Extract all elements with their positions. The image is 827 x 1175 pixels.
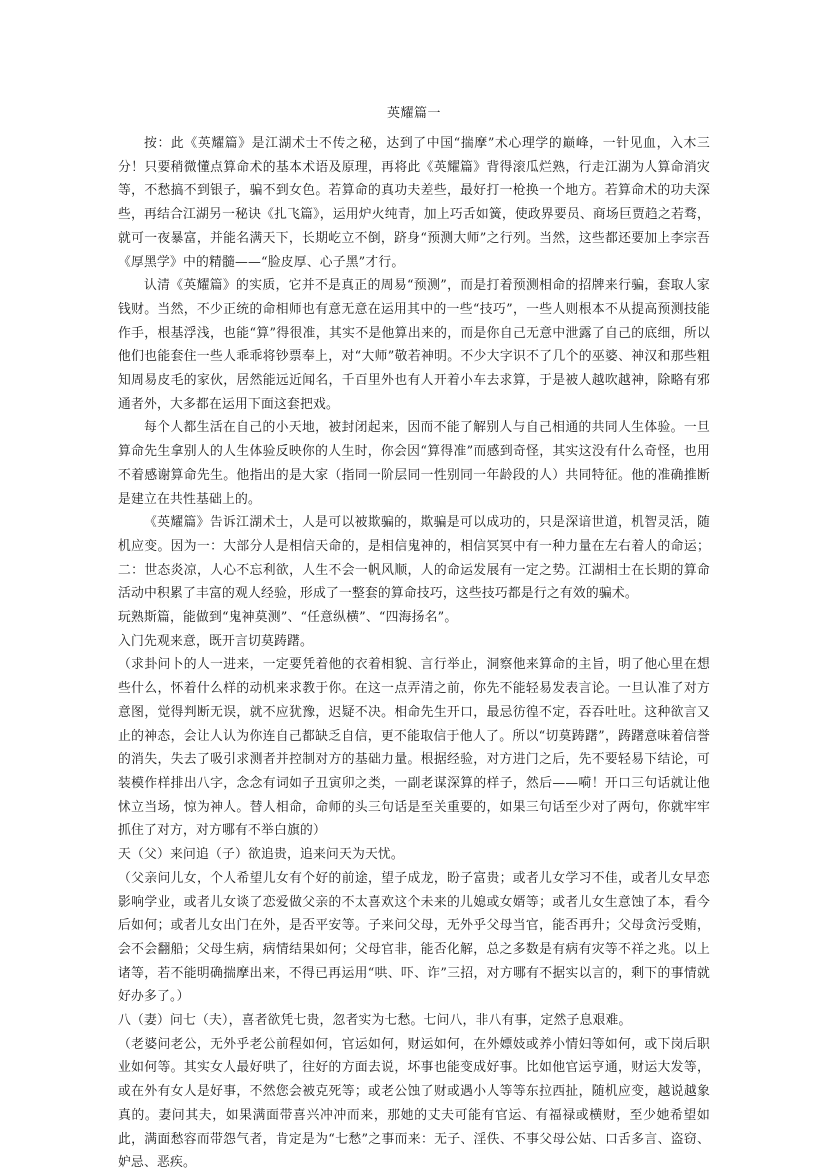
commentary-father-son: （父亲问儿女，个人希望儿女有个好的前途，望子成龙，盼子富贵；或者儿女学习不佳，或者儿女早恋影响学业，或者儿女谈了恋爱做父亲的不太喜欢这个未来的儿媳或女婿等；或者儿女生意蚀了本，看今后如何；或者儿女出门在外，是否平安等。子来问父母，无外乎父母当官，能否再升；父母贪污受贿，会不会翻船；父母生病，病情结果如何；父母官非，能否化解，总之多数是有病有灾等不祥之兆。以上诸等，若不能明确揣摩出来，不得已再运用“哄、吓、诈”三招，对方哪有不据实以言的，剩下的事情就好办多了。） [118,870,710,1005]
paragraph-shared-experience: 每个人都生活在自己的小天地，被封闭起来，因而不能了解别人与自己相通的共同人生体验。一旦算命先生拿别人的人生体验反映你的人生时，你会因“算得准”而感到奇怪，其实这没有什么奇怪，也用不着感谢算命先生。他指出的是大家（指同一阶层同一性别同一年龄段的人）共同特征。他的准确推断是建立在共性基础上的。 [118,420,710,507]
verse-enter-observe: 入门先观来意，既开言切莫踌躇。 [118,633,313,649]
verse-father-son: 天（父）来问追（子）欲追贵，追来问天为天忧。 [118,847,404,863]
verse-wife-husband: 八（妻）问七（夫），喜者欲凭七贵，忽者实为七愁。七问八，非八有事，定然子息艰难。 [118,1013,632,1029]
paragraph-preface: 按：此《英耀篇》是江湖术士不传之秘，达到了中国“揣摩”术心理学的巅峰，一针见血，入木三分！只要稍微懂点算命术的基本术语及原理，再将此《英耀篇》背得滚瓜烂熟，行走江湖为人算命消灾等，不愁搞不到银子，骗不到女色。若算命的真功夫差些，最好打一枪换一个地方。若算命术的功夫深些，再结合江湖另一秘诀《扎飞篇》，运用炉火纯青，加上巧舌如簧，使政界要员、商场巨贾趋之若骛，就可一夜暴富，并能名满天下，长期屹立不倒，跻身“预测大师”之行列。当然，这些都还要加上李宗吾《厚黑学》中的精髓——“脸皮厚、心子黑”才行。 [118,136,710,270]
paragraph-deception: 《英耀篇》告诉江湖术士，人是可以被欺骗的，欺骗是可以成功的，只是深谙世道，机智灵活，随机应变。因为一：大部分人是相信天命的，是相信鬼神的，相信冥冥中有一种力量在左右着人的命运；二：世态炎凉，人心不忘利欲，人生不会一帆风顺，人的命运发展有一定之势。江湖相士在长期的算命活动中积累了丰富的观人经验，形成了一整套的算命技巧，这些技巧都是行之有效的骗术。 [118,515,710,602]
paragraph-mastery: 玩熟斯篇，能做到“鬼神莫测”、“任意纵横”、“四海扬名”。 [118,610,458,626]
document-page [118,104,710,1175]
commentary-enter-observe: （求卦问卜的人一进来，一定要凭着他的衣着相貌、言行举止，洞察他来算命的主旨，明了他心里在想些什么，怀着什么样的动机来求教于你。在这一点弄清之前，你先不能轻易发表言论。一旦认准了对方意图，觉得判断无误，就不应犹豫，迟疑不决。相命先生开口，最忌彷徨不定，吞吞吐吐。这种欲言又止的神态，会让人认为你连自己都缺乏自信，更不能取信于他人了。所以“切莫踌躇”，踌躇意味着信誉的消失，失去了吸引求测者并控制对方的基础力量。根据经验，对方进门之后，先不要轻易下结论，可装模作样排出八字，念念有词如子丑寅卯之类，一副老谋深算的样子，然后——嗬！开口三句话就让他怵立当场，惊为神人。替人相命，命师的头三句话是至关重要的，如果三句话至少对了两句，你就牢牢抓住了对方，对方哪有不举白旗的） [118,657,710,839]
paragraph-essence: 认清《英耀篇》的实质，它并不是真正的周易“预测”，而是打着预测相命的招牌来行骗，套取人家钱财。当然，不少正统的命相师也有意无意在运用其中的一些“技巧”，一些人则根本不从提高预测技能作手，根基浮浅，也能“算”得很准，其实不是他算出来的，而是你自己无意中泄露了自己的底细，所以他们也能套住一些人乖乖将钞票奉上，对“大师”敬若神明。不少大字识不了几个的巫婆、神汉和那些粗知周易皮毛的家伙，居然能远近闻名，千百里外也有人开着小车去求算，于是被人越吹越神，除略有邪通者外，大多都在运用下面这套把戏。 [118,278,710,412]
document-title: 英耀篇一 [386,106,441,121]
commentary-wife-husband: （老婆问老公，无外乎老公前程如何，官运如何，财运如何，在外嫖妓或养小情妇等如何，或下岗后职业如何等。其实女人最好哄了，往好的方面去说，坏事也能变成好事。比如他官运亨通，财运大发等，或在外有女人是好事，不然您会被克死等；或老公蚀了财或遇小人等等东拉西扯，随机应变，越说越象真的。妻问其夫，如果满面带喜兴冲冲而来，那她的丈夫可能有官运、有福禄或横财，至少她希望如此，满面愁容而带怨气者，肯定是为“七愁”之事而来：无子、淫佚、不事父母公姑、口舌多言、盗窃、妒忌、恶疾。 [118,1036,710,1171]
